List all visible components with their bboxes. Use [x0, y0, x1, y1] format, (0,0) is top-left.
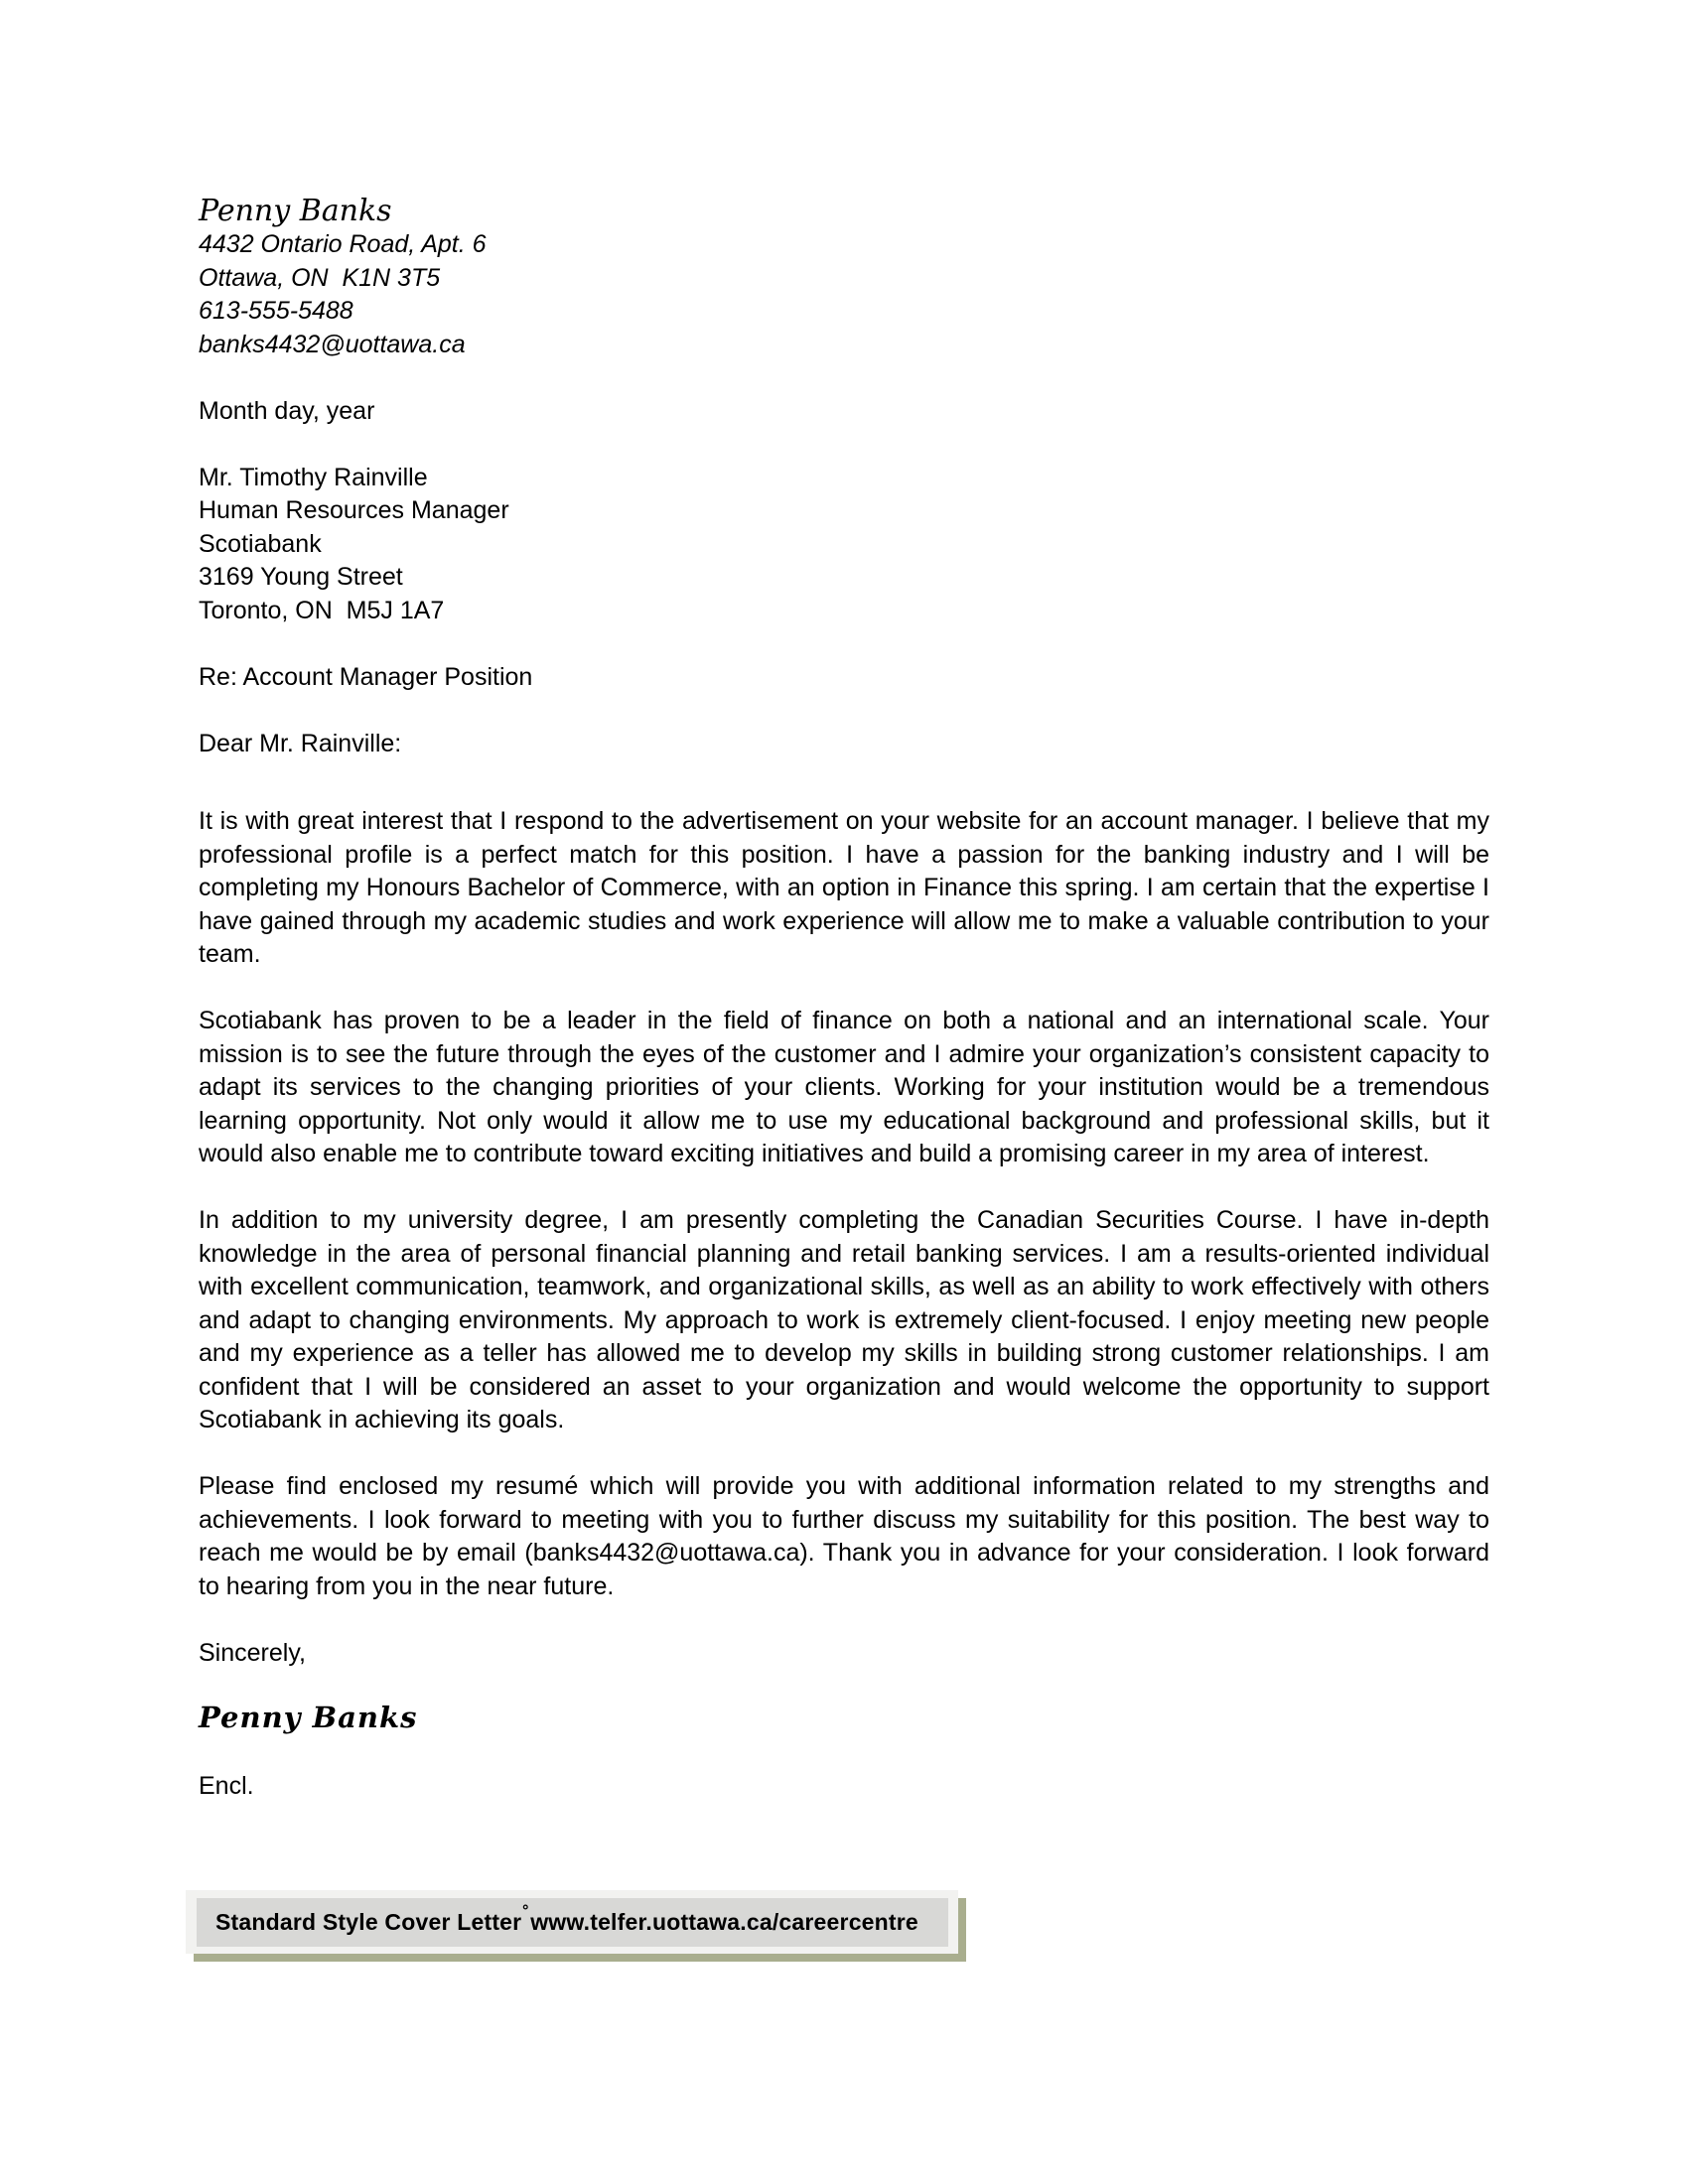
- closing: Sincerely,: [199, 1638, 306, 1667]
- subject-line: Re: Account Manager Position: [199, 662, 533, 691]
- signature: Penny Banks: [199, 1701, 418, 1734]
- sender-name: Penny Banks: [199, 194, 392, 228]
- salutation: Dear Mr. Rainville:: [199, 729, 402, 757]
- body-paragraph: It is with great interest that I respond to the advertisement on your website for an account manager. I believe that my professional profile is a perfect match for this position. I have a passion for the banking industry and I will be completing my Honours Bachelor of Commerce, with an option in Finance this spring. I am certain that the expertise I have gained through my academic studies and work experience will allow me to make a valuable contribution to your team.: [199, 807, 1489, 968]
- recipient-line: Toronto, ON M5J 1A7: [199, 596, 445, 624]
- footer-url: www.telfer.uottawa.ca/careercentre: [530, 1909, 918, 1935]
- footer-badge-inner: [197, 1898, 948, 1947]
- body-paragraph: Scotiabank has proven to be a leader in the field of finance on both a national and an international scale. Your mission is to see the future through the eyes of the customer and I admire your organization’s consistent capacity to adapt its services to the changing priorities of your clients. Working for your institution would be a tremendous learning opportunity. Not only would it allow me to use my educational background and professional skills, but it would also enable me to contribute toward exciting initiatives and build a promising career in my area of interest.: [199, 1007, 1489, 1167]
- recipient-line: Human Resources Manager: [199, 496, 509, 524]
- recipient-line: 3169 Young Street: [199, 563, 403, 591]
- sender-address-line: Ottawa, ON K1N 3T5: [199, 263, 441, 292]
- footer-separator-icon: ˚: [522, 1904, 530, 1926]
- footer-badge: [186, 1890, 958, 1954]
- sender-email: banks4432@uottawa.ca: [199, 330, 466, 358]
- sender-address-line: 4432 Ontario Road, Apt. 6: [199, 230, 487, 258]
- letter-content: [199, 0, 1489, 1804]
- recipient-line: Scotiabank: [199, 529, 322, 558]
- body-paragraph: In addition to my university degree, I am presently completing the Canadian Securities Course. I have in-depth knowledge in the area of personal financial planning and retail banking services. I am a results-oriented individual with excellent communication, teamwork, and organizational skills, as well as an ability to work effectively with others and adapt to changing environments. My approach to work is extremely client-focused. I enjoy meeting new people and my experience as a teller has allowed me to develop my skills in building strong customer relationships. I am confident that I will be considered an asset to your organization and would welcome the opportunity to support Scotiabank in achieving its goals.: [199, 1206, 1489, 1433]
- sender-phone: 613-555-5488: [199, 297, 353, 325]
- recipient-line: Mr. Timothy Rainville: [199, 463, 428, 491]
- enclosure-note: Encl.: [199, 1772, 254, 1800]
- footer-label: Standard Style Cover Letter: [215, 1909, 522, 1935]
- date-line: Month day, year: [199, 396, 375, 425]
- body-paragraph: Please find enclosed my resumé which will provide you with additional information related to my strengths and achievements. I look forward to meeting with you to further discuss my suitability for this position. The best way to reach me would be by email (banks4432@uottawa.ca). Thank you in advance for your consideration. I look forward to hearing from you in the near future.: [199, 1472, 1489, 1600]
